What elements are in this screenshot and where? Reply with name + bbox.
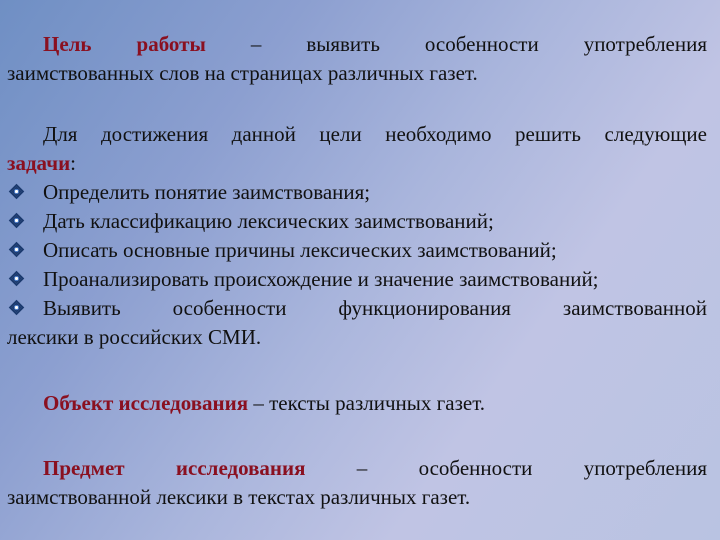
task-item	[7, 178, 707, 207]
task-last-line-1	[7, 294, 707, 323]
subject-line-1	[7, 454, 707, 483]
goal-text-1: – выявить особенности употребления	[250, 32, 708, 56]
task-last-line-2: лексики в российских СМИ.	[7, 325, 262, 349]
diamond-bullet-icon	[9, 213, 25, 229]
object-label: Объект исследования	[43, 391, 249, 415]
diamond-bullet-icon	[9, 271, 25, 287]
goal-line-1	[7, 30, 707, 59]
task-item	[7, 265, 707, 294]
slide-content	[7, 30, 707, 512]
task-item	[7, 236, 707, 265]
task-text: Определить понятие заимствования;	[43, 180, 371, 204]
diamond-bullet-icon	[9, 242, 25, 258]
tasks-list	[7, 178, 707, 352]
task-item	[7, 207, 707, 236]
task-item	[7, 294, 707, 352]
object-text: – тексты различных газет.	[253, 391, 486, 415]
task-text: Описать основные причины лексических заимствований;	[43, 238, 557, 262]
tasks-colon: :	[70, 151, 77, 175]
subject-label-word-1: Предмет	[43, 456, 125, 480]
task-text: Выявить особенности функционирования заимствованной	[43, 296, 707, 320]
tasks-intro: Для достижения данной цели необходимо решить следующие	[43, 122, 707, 146]
tasks-label: задачи	[7, 151, 71, 175]
subject-label-word-2: исследования	[175, 456, 306, 480]
subject-text-1: – особенности употребления	[356, 456, 708, 480]
goal-label-word-2: работы	[136, 32, 206, 56]
task-text: Проанализировать происхождение и значение заимствований;	[43, 267, 599, 291]
object-line	[7, 389, 707, 418]
diamond-bullet-icon	[9, 300, 25, 316]
subject-line-2: заимствованной лексики в текстах различных газет.	[7, 485, 471, 509]
task-text: Дать классификацию лексических заимствований;	[43, 209, 494, 233]
goal-label-word-1: Цель	[43, 32, 92, 56]
diamond-bullet-icon	[9, 184, 25, 200]
tasks-label-line	[7, 149, 707, 178]
goal-line-2: заимствованных слов на страницах различных газет.	[7, 61, 478, 85]
